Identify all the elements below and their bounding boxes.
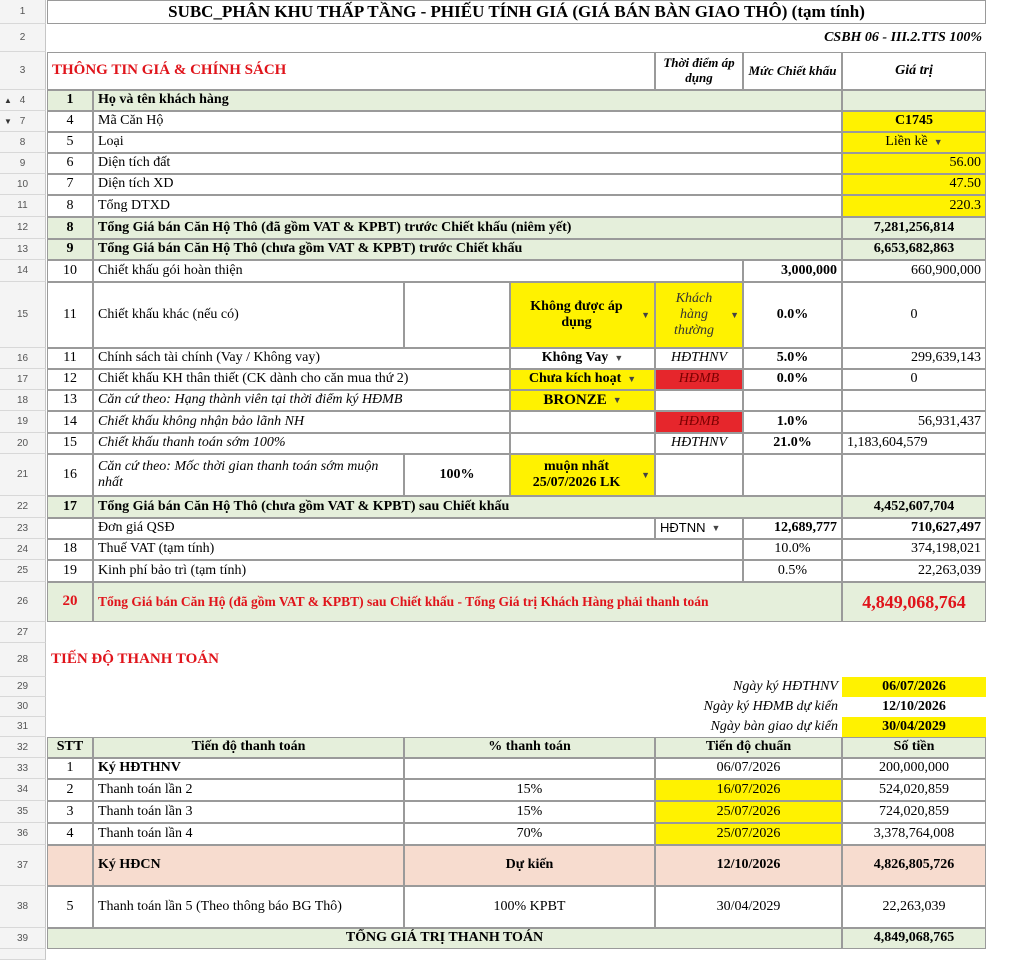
row-header[interactable]: 18 <box>0 390 46 411</box>
early-payment-value: 1,183,604,579 <box>842 433 986 454</box>
sheet-title: SUBC_PHÂN KHU THẤP TẦNG - PHIẾU TÍNH GIÁ (GIÁ BÁN BÀN GIAO THÔ) (tạm tính) <box>47 0 986 24</box>
stt-cell: 18 <box>47 539 93 560</box>
table-row-label: Thanh toán lần 2 <box>93 779 404 801</box>
header-muc-chiet-khau: Mức Chiết khấu <box>743 52 842 90</box>
customer-type-option: Khách hàng thường <box>674 290 714 339</box>
date-label-hdmb: Ngày ký HĐMB dự kiến <box>703 698 838 714</box>
row-header[interactable]: 9 <box>0 153 46 174</box>
date-label-hdthnv: Ngày ký HĐTHNV <box>733 678 838 694</box>
row-header[interactable]: 28 <box>0 643 46 677</box>
land-unit-price-label: Đơn giá QSĐ <box>93 518 655 539</box>
loyalty-discount-option: Chưa kích hoạt <box>528 371 622 387</box>
table-row-label: Thanh toán lần 3 <box>93 801 404 823</box>
maintenance-fee-value: 22,263,039 <box>842 560 986 582</box>
table-row-date: 06/07/2026 <box>655 758 842 779</box>
date-label-handover: Ngày bàn giao dự kiến <box>710 718 838 734</box>
other-discount-label: Chiết khấu khác (nếu có) <box>93 282 404 348</box>
land-area-label: Diện tích đất <box>93 153 842 174</box>
early-payment-time: HĐTHNV <box>655 433 743 454</box>
row-header[interactable]: 33 <box>0 758 46 779</box>
finance-policy-value: 299,639,143 <box>842 348 986 369</box>
loyalty-discount-label: Chiết khấu KH thân thiết (CK dành cho căn mua thứ 2) <box>93 369 510 390</box>
table-row-stt: 1 <box>47 758 93 779</box>
table-row-amount: 22,263,039 <box>842 886 986 928</box>
other-discount-dropdown[interactable] <box>510 282 655 348</box>
no-bank-guarantee-rate: 1.0% <box>743 411 842 433</box>
land-area-value[interactable]: 56.00 <box>842 153 986 174</box>
finance-policy-time: HĐTHNV <box>655 348 743 369</box>
row-header[interactable]: 10 <box>0 174 46 195</box>
table-row-amount: 200,000,000 <box>842 758 986 779</box>
group-collapse-icon[interactable]: ▼ <box>4 116 12 126</box>
dropdown-arrow-icon[interactable]: ▼ <box>612 395 622 406</box>
row-header[interactable]: 36 <box>0 823 46 845</box>
payment-deadline-pct: 100% <box>404 454 510 496</box>
stt-cell: 17 <box>47 496 93 518</box>
finance-policy-label: Chính sách tài chính (Vay / Không vay) <box>93 348 510 369</box>
schedule-header-so-tien: Số tiền <box>842 737 986 758</box>
schedule-header-tien-do: Tiến độ thanh toán <box>93 737 404 758</box>
row-header[interactable]: 16 <box>0 348 46 369</box>
row-header[interactable]: 38 <box>0 886 46 928</box>
row-header[interactable]: 13 <box>0 239 46 260</box>
stt-cell: 20 <box>47 582 93 622</box>
membership-option: BRONZE <box>543 391 607 408</box>
finishing-discount-value: 660,900,000 <box>842 260 986 282</box>
stt-cell: 14 <box>47 411 93 433</box>
price-after-discount-value: 4,452,607,704 <box>842 496 986 518</box>
vat-rate: 10.0% <box>743 539 842 560</box>
row-header[interactable]: 8 <box>0 132 46 153</box>
finance-policy-dropdown[interactable] <box>510 348 655 369</box>
row-header[interactable]: 20 <box>0 433 46 454</box>
empty-cell <box>655 390 743 411</box>
finance-policy-option: Không Vay <box>541 350 609 366</box>
header-gia-tri: Giá trị <box>842 52 986 90</box>
type-label: Loại <box>93 132 842 153</box>
row-header[interactable]: 34 <box>0 779 46 801</box>
row-header[interactable]: 3 <box>0 52 46 90</box>
row-header[interactable]: 22 <box>0 496 46 518</box>
row-header[interactable]: 7 ▼ <box>0 111 46 132</box>
dropdown-arrow-icon[interactable]: ▼ <box>641 309 650 320</box>
land-unit-price-time: HĐTNN <box>660 520 706 536</box>
row-header[interactable]: 11 <box>0 195 46 217</box>
stt-cell: 11 <box>47 348 93 369</box>
empty-cell <box>655 454 743 496</box>
dropdown-arrow-icon[interactable]: ▼ <box>614 353 624 364</box>
row-header[interactable]: 29 <box>0 677 46 697</box>
payment-deadline-basis-label: Căn cứ theo: Mốc thời gian thanh toán sớm muộn nhất <box>93 454 404 496</box>
schedule-total-label: TỔNG GIÁ TRỊ THANH TOÁN <box>47 928 842 949</box>
no-bank-guarantee-value: 56,931,437 <box>842 411 986 433</box>
row-header[interactable]: 19 <box>0 411 46 433</box>
stt-cell: 11 <box>47 282 93 348</box>
customer-name-value[interactable] <box>842 90 986 111</box>
loyalty-discount-time: HĐMB <box>655 369 743 390</box>
customer-name-label: Họ và tên khách hàng <box>93 90 842 111</box>
early-payment-rate: 21.0% <box>743 433 842 454</box>
stt-cell: 5 <box>47 132 93 153</box>
total-build-area-value[interactable]: 220.3 <box>842 195 986 217</box>
row-header[interactable]: 35 <box>0 801 46 823</box>
row-header[interactable]: 32 <box>0 737 46 758</box>
unit-code-value[interactable]: C1745 <box>842 111 986 132</box>
dropdown-arrow-icon[interactable]: ▼ <box>730 309 739 320</box>
table-row-stt: 4 <box>47 823 93 845</box>
table-row-stt: 2 <box>47 779 93 801</box>
payment-deadline-option: muộn nhất 25/07/2026 LK <box>532 458 621 490</box>
empty-cell <box>510 411 655 433</box>
loyalty-discount-rate: 0.0% <box>743 369 842 390</box>
header-thoi-diem: Thời điểm áp dụng <box>655 52 743 90</box>
table-row-pct: 15% <box>404 801 655 823</box>
payment-deadline-dropdown[interactable] <box>510 454 655 496</box>
land-unit-price-rate: 12,689,777 <box>743 518 842 539</box>
stt-cell: 7 <box>47 174 93 195</box>
price-before-discount-label: Tổng Giá bán Căn Hộ Thô (chưa gồm VAT & KPBT) trước Chiết khấu <box>93 239 842 260</box>
dropdown-arrow-icon[interactable]: ▼ <box>711 523 721 534</box>
stt-cell: 4 <box>47 111 93 132</box>
no-bank-guarantee-time: HĐMB <box>655 411 743 433</box>
schedule-header-stt: STT <box>47 737 93 758</box>
schedule-total-value: 4,849,068,765 <box>842 928 986 949</box>
loyalty-discount-dropdown[interactable] <box>510 369 655 390</box>
stt-cell: 6 <box>47 153 93 174</box>
row-header[interactable]: 2 <box>0 24 46 52</box>
row-header[interactable]: 15 <box>0 282 46 348</box>
row-header[interactable]: 1 <box>0 0 46 24</box>
table-row-label: Thanh toán lần 4 <box>93 823 404 845</box>
row-header[interactable]: 39 <box>0 928 46 949</box>
empty-cell <box>743 390 842 411</box>
vat-label: Thuế VAT (tạm tính) <box>93 539 743 560</box>
empty-cell <box>510 433 655 454</box>
table-row-label: Ký HĐCN <box>93 845 404 886</box>
row-header[interactable]: 30 <box>0 697 46 717</box>
table-row-label: Ký HĐTHNV <box>93 758 404 779</box>
listed-price-value: 7,281,256,814 <box>842 217 986 239</box>
vat-value: 374,198,021 <box>842 539 986 560</box>
finishing-discount-label: Chiết khấu gói hoàn thiện <box>93 260 743 282</box>
section-heading-schedule: TIẾN ĐỘ THANH TOÁN <box>51 651 219 668</box>
empty-cell <box>842 454 986 496</box>
table-row-date[interactable]: 16/07/2026 <box>655 779 842 801</box>
table-row-label: Thanh toán lần 5 (Theo thông báo BG Thô) <box>93 886 404 928</box>
dropdown-arrow-icon[interactable]: ▼ <box>641 469 650 480</box>
table-row-amount: 4,826,805,726 <box>842 845 986 886</box>
table-row-date[interactable]: 25/07/2026 <box>655 801 842 823</box>
table-row-stt <box>47 845 93 886</box>
group-expand-icon[interactable]: ▲ <box>4 95 12 105</box>
listed-price-label: Tổng Giá bán Căn Hộ Thô (đã gồm VAT & KPBT) trước Chiết khấu (niêm yết) <box>93 217 842 239</box>
stt-cell: 15 <box>47 433 93 454</box>
table-row-amount: 3,378,764,008 <box>842 823 986 845</box>
stt-cell: 16 <box>47 454 93 496</box>
table-row-amount: 724,020,859 <box>842 801 986 823</box>
row-header[interactable]: 31 <box>0 717 46 737</box>
date-value-handover[interactable]: 30/04/2029 <box>842 717 986 737</box>
row-header[interactable]: 17 <box>0 369 46 390</box>
table-row-date: 30/04/2029 <box>655 886 842 928</box>
sheet-subtitle: CSBH 06 - III.2.TTS 100% <box>824 29 982 45</box>
stt-cell: 10 <box>47 260 93 282</box>
table-row-pct: 100% KPBT <box>404 886 655 928</box>
table-row-pct <box>404 758 655 779</box>
empty-cell <box>842 390 986 411</box>
build-area-value[interactable]: 47.50 <box>842 174 986 195</box>
unit-code-label: Mã Căn Hộ <box>93 111 842 132</box>
date-value-hdmb: 12/10/2026 <box>882 698 946 714</box>
row-header[interactable] <box>0 949 46 960</box>
row-header[interactable]: 24 <box>0 539 46 560</box>
land-unit-price-value: 710,627,497 <box>842 518 986 539</box>
table-row-pct: 15% <box>404 779 655 801</box>
table-row-stt: 3 <box>47 801 93 823</box>
other-discount-option: Không được áp dụng <box>530 298 623 330</box>
maintenance-fee-rate: 0.5% <box>743 560 842 582</box>
stt-cell: 19 <box>47 560 93 582</box>
row-header[interactable]: 25 <box>0 560 46 582</box>
schedule-header-chuan: Tiến độ chuẩn <box>655 737 842 758</box>
table-row-date: 12/10/2026 <box>655 845 842 886</box>
type-value: Liền kề <box>885 134 928 150</box>
row-header[interactable]: 23 <box>0 518 46 539</box>
stt-cell: 13 <box>47 390 93 411</box>
early-payment-label: Chiết khấu thanh toán sớm 100% <box>93 433 510 454</box>
price-after-discount-label: Tổng Giá bán Căn Hộ Thô (chưa gồm VAT & KPBT) sau Chiết khấu <box>93 496 842 518</box>
table-row-stt: 5 <box>47 886 93 928</box>
stt-cell: 1 <box>47 90 93 111</box>
dropdown-arrow-icon[interactable]: ▼ <box>933 137 943 148</box>
other-discount-rate: 0.0% <box>743 282 842 348</box>
finance-policy-rate: 5.0% <box>743 348 842 369</box>
stt-cell: 8 <box>47 195 93 217</box>
stt-cell: 8 <box>47 217 93 239</box>
row-header[interactable]: 26 <box>0 582 46 622</box>
row-header[interactable]: 14 <box>0 260 46 282</box>
no-bank-guarantee-label: Chiết khấu không nhận bảo lãnh NH <box>93 411 510 433</box>
row-header[interactable]: 37 <box>0 845 46 886</box>
table-row-pct: Dự kiến <box>404 845 655 886</box>
land-unit-price-dropdown[interactable] <box>655 518 743 539</box>
table-row-amount: 524,020,859 <box>842 779 986 801</box>
grand-total-label: Tổng Giá bán Căn Hộ (đã gồm VAT & KPBT) sau Chiết khấu - Tổng Giá trị Khách Hàng phải thanh toán <box>93 582 842 622</box>
grand-total-value: 4,849,068,764 <box>842 582 986 622</box>
build-area-label: Diện tích XD <box>93 174 842 195</box>
row-header[interactable]: 12 <box>0 217 46 239</box>
section-heading-price: THÔNG TIN GIÁ & CHÍNH SÁCH <box>47 52 655 90</box>
membership-basis-label: Căn cứ theo: Hạng thành viên tại thời điểm ký HĐMB <box>93 390 510 411</box>
customer-type-dropdown[interactable] <box>655 282 743 348</box>
finishing-discount-rate: 3,000,000 <box>743 260 842 282</box>
date-value-hdthnv[interactable]: 06/07/2026 <box>842 677 986 697</box>
table-row-date[interactable]: 25/07/2026 <box>655 823 842 845</box>
other-discount-value: 0 <box>842 282 986 348</box>
maintenance-fee-label: Kinh phí bảo trì (tạm tính) <box>93 560 743 582</box>
empty-cell <box>743 454 842 496</box>
empty-cell <box>404 282 510 348</box>
price-before-discount-value: 6,653,682,863 <box>842 239 986 260</box>
loyalty-discount-value: 0 <box>842 369 986 390</box>
type-dropdown[interactable] <box>842 132 986 153</box>
empty-cell <box>47 518 93 539</box>
membership-dropdown[interactable] <box>510 390 655 411</box>
schedule-header-pct: % thanh toán <box>404 737 655 758</box>
row-header[interactable]: 21 <box>0 454 46 496</box>
stt-cell: 12 <box>47 369 93 390</box>
dropdown-arrow-icon[interactable]: ▼ <box>627 374 637 385</box>
stt-cell: 9 <box>47 239 93 260</box>
total-build-area-label: Tổng DTXD <box>93 195 842 217</box>
row-header[interactable]: 4 ▲ <box>0 90 46 111</box>
row-header[interactable]: 27 <box>0 622 46 643</box>
table-row-pct: 70% <box>404 823 655 845</box>
